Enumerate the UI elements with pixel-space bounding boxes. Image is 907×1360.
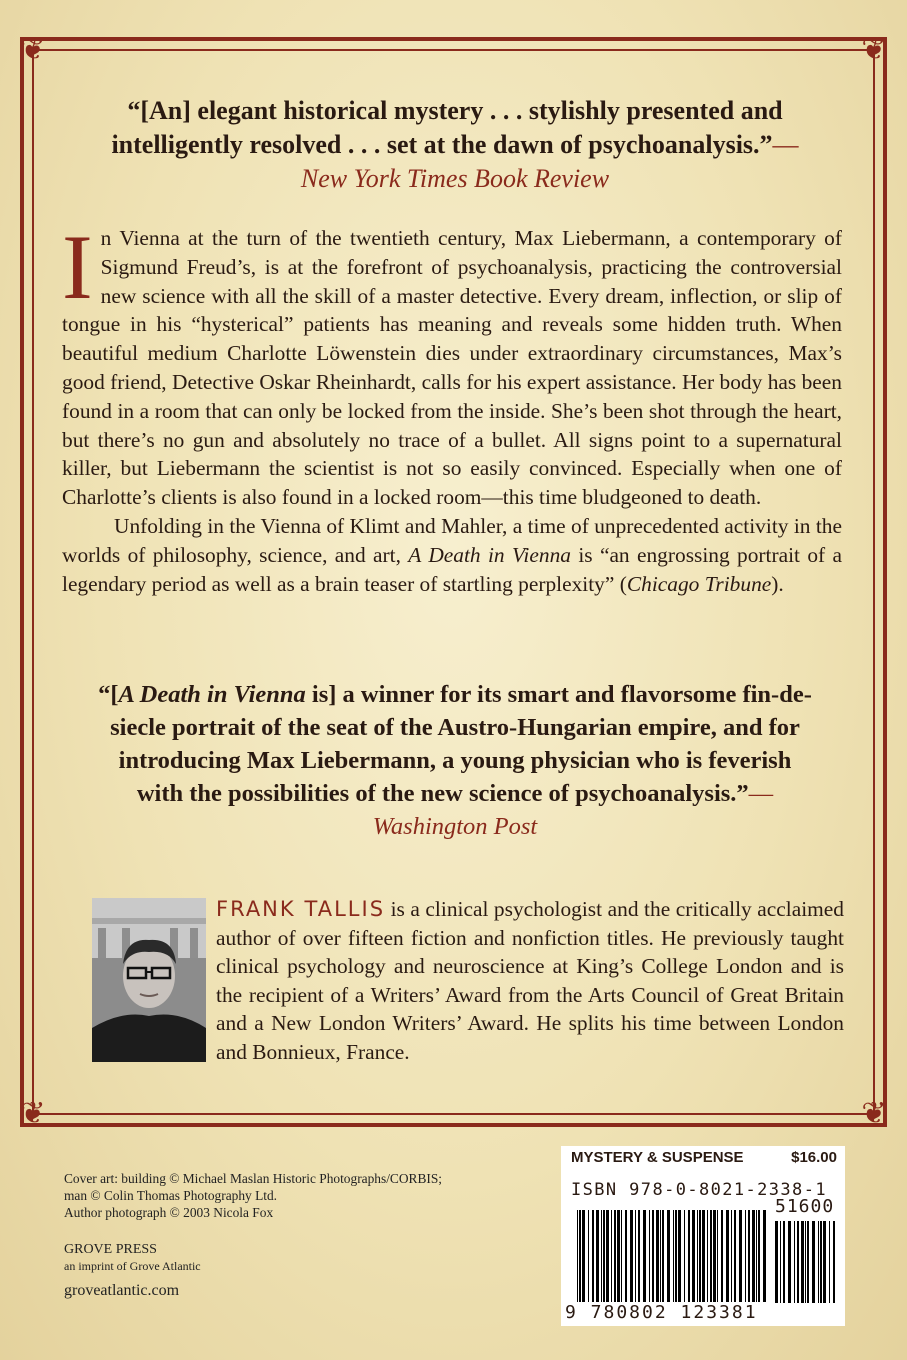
- quote-dash: —: [748, 780, 774, 807]
- barcode-addon-number: 51600: [775, 1196, 835, 1217]
- synopsis: [62, 216, 843, 598]
- quote-source: New York Times Book Review: [300, 164, 610, 193]
- publisher-name: GROVE PRESS: [64, 1242, 157, 1257]
- synopsis-paragraph-1: [62, 216, 842, 512]
- synopsis-text-2c: ).: [771, 571, 784, 596]
- drop-cap: I: [62, 216, 93, 318]
- quote-text: is] a winner for its smart and flavorsome fin-de-siecle portrait of the seat of the Austro-Hungarian empire, and for introducing Max Liebermann, a young physician who is feverish with the possibilities of the new science of psychoanalysis.”: [110, 681, 812, 807]
- credit-line: man © Colin Thomas Photography Ltd.: [64, 1188, 278, 1203]
- quote-source: Washington Post: [372, 813, 538, 840]
- barcode-box: [561, 1146, 845, 1326]
- synopsis-text-1: n Vienna at the turn of the twentieth century, Max Liebermann, a contemporary of Sigmund Freud’s, is at the forefront of psychoanalysis, practicing the controversial new science with all the skill of a master detective. Every dream, inflection, or slip of tongue in his “hysterical” patients has meaning and reveals some hidden truth. When beautiful medium Charlotte Löwenstein dies under extraordinary circumstances, Max’s good friend, Detective Oskar Rheinhardt, calls for his expert assistance. Her body has been found in a room that can only be locked from the inside. She’s been shot through the heart, but there’s no gun and absolutely no trace of a bullet. All signs point to a supernatural killer, but Liebermann the scientist is not so easily convinced. Especially when one of Charlotte’s clients is also found in a locked room—this time bludgeoned to death.: [62, 226, 842, 510]
- barcode-number: 9 780802 123381: [565, 1302, 758, 1323]
- author-bio: [216, 895, 844, 1067]
- quote-source: Chicago Tribune: [626, 571, 772, 596]
- credit-line: Cover art: building © Michael Maslan Historic Photographs/CORBIS;: [64, 1171, 443, 1186]
- corner-ornament-icon: ❦: [861, 1096, 887, 1131]
- isbn: ISBN 978-0-8021-2338-1: [571, 1180, 827, 1200]
- synopsis-text-2a: Unfolding in the Vienna of Klimt and Mahler, a time of unprecedented activity in the worlds of philosophy, science, and art,: [62, 513, 842, 567]
- corner-ornament-icon: ❦: [20, 1096, 46, 1131]
- quote-text: “[An] elegant historical mystery . . . stylishly presented and intelligently resolved . . . set at the dawn of psychoanalysis.”: [111, 96, 783, 159]
- synopsis-text-2b: is “an engrossing portrait of a legendary period as well as a brain teaser of startling perplexity” (: [62, 542, 843, 596]
- price: $16.00: [791, 1149, 837, 1166]
- barcode-addon-icon: [775, 1221, 837, 1303]
- author-name: FRANK TALLIS: [216, 897, 386, 921]
- barcode-icon: [577, 1210, 767, 1302]
- author-bio-text: is a clinical psychologist and the critically acclaimed author of over fifteen fiction and nonfiction titles. He previously taught clinical psychology and neuroscience at King’s College London and is the recipient of a Writers’ Award from the Arts Council of Great Britain and a New London Writers’ Award. He splits his time between London and Bonnieux, France.: [216, 897, 844, 1064]
- quote-open: “[: [98, 681, 119, 708]
- publisher-website: groveatlantic.com: [64, 1282, 180, 1299]
- author-photo: [92, 898, 206, 1062]
- book-title: A Death in Vienna: [408, 542, 571, 567]
- credit-line: Author photograph © 2003 Nicola Fox: [64, 1205, 274, 1220]
- author-portrait-icon: [92, 898, 206, 1062]
- publisher-imprint: an imprint of Grove Atlantic: [64, 1259, 201, 1273]
- review-quote-nyt: [90, 94, 820, 196]
- cover-credits: [64, 1170, 534, 1221]
- synopsis-paragraph-2: [62, 512, 842, 598]
- corner-ornament-icon: ❦: [861, 32, 887, 67]
- genre-category: MYSTERY & SUSPENSE: [571, 1149, 744, 1166]
- book-title: A Death in Vienna: [118, 681, 306, 708]
- review-quote-washington-post: [95, 678, 815, 843]
- quote-dash: —: [772, 130, 799, 159]
- publisher-block: [64, 1242, 201, 1274]
- corner-ornament-icon: ❦: [20, 32, 46, 67]
